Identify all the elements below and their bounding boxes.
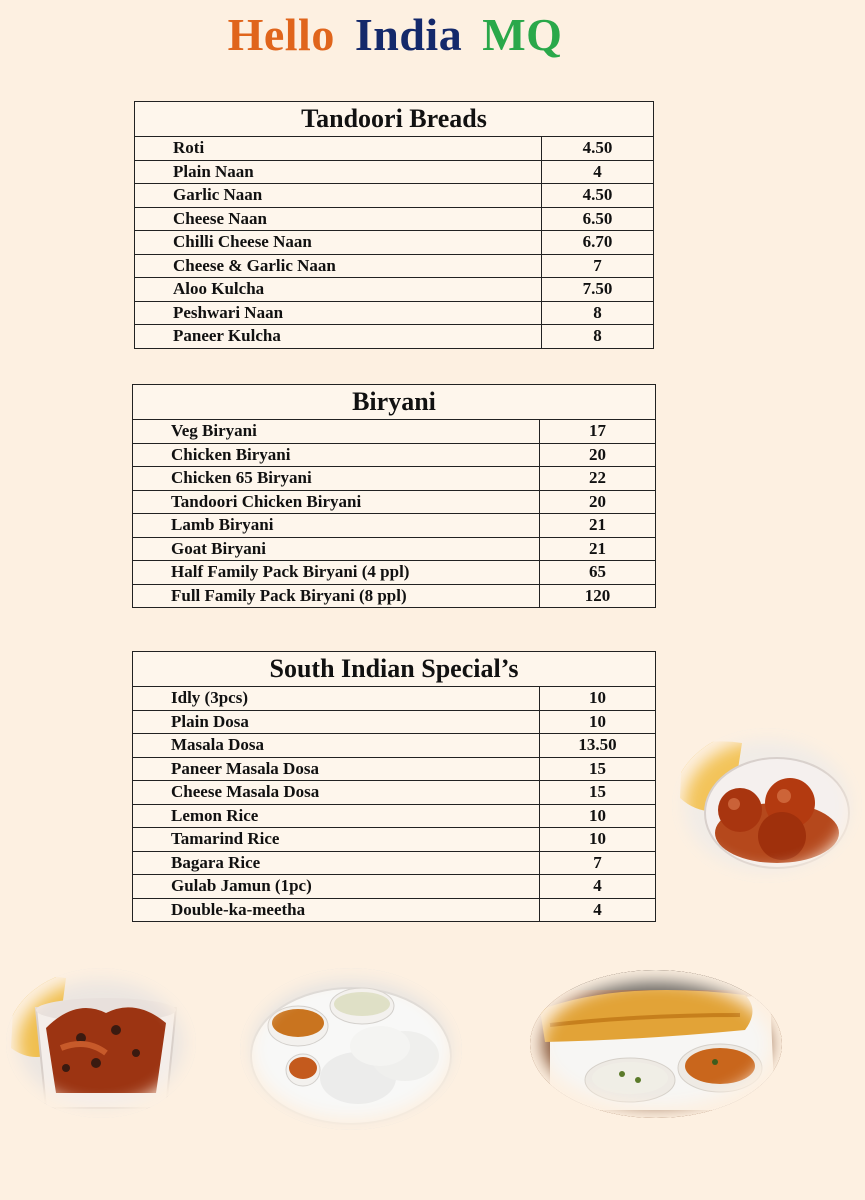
item-name: Bagara Rice: [133, 851, 540, 875]
menu-row: [133, 420, 656, 444]
item-price: 15: [540, 757, 656, 781]
title-word-india: India: [354, 9, 463, 60]
item-name: Garlic Naan: [135, 184, 542, 208]
menu-row: [133, 734, 656, 758]
menu-row: [133, 537, 656, 561]
item-name: Veg Biryani: [133, 420, 540, 444]
item-name: Lamb Biryani: [133, 514, 540, 538]
menu-row: [135, 137, 654, 161]
item-name: Half Family Pack Biryani (4 ppl): [133, 561, 540, 585]
item-price: 4: [542, 160, 654, 184]
menu-row: [135, 231, 654, 255]
menu-row: [135, 254, 654, 278]
menu-table-south-indian-specials: [132, 651, 656, 922]
menu-row: [135, 301, 654, 325]
menu-row: [133, 828, 656, 852]
menu-row: [133, 710, 656, 734]
item-name: Full Family Pack Biryani (8 ppl): [133, 584, 540, 608]
item-name: Cheese Naan: [135, 207, 542, 231]
item-name: Tamarind Rice: [133, 828, 540, 852]
dosa-plate-photo: [530, 970, 782, 1118]
item-name: Lemon Rice: [133, 804, 540, 828]
menu-row: [133, 687, 656, 711]
title-word-mq: MQ: [482, 9, 563, 60]
item-name: Plain Naan: [135, 160, 542, 184]
menu-row: [133, 561, 656, 585]
menu-row: [135, 184, 654, 208]
item-price: 15: [540, 781, 656, 805]
item-price: 7: [540, 851, 656, 875]
item-price: 10: [540, 710, 656, 734]
menu-table-biryani: [132, 384, 656, 608]
item-price: 7: [542, 254, 654, 278]
menu-row: [133, 443, 656, 467]
item-price: 65: [540, 561, 656, 585]
section-title: Biryani: [133, 385, 656, 420]
menu-row: [133, 851, 656, 875]
item-name: Goat Biryani: [133, 537, 540, 561]
item-name: Double-ka-meetha: [133, 898, 540, 922]
item-price: 6.70: [542, 231, 654, 255]
gulab-jamun-photo: [672, 728, 862, 883]
item-price: 8: [542, 325, 654, 349]
item-name: Masala Dosa: [133, 734, 540, 758]
menu-row: [135, 160, 654, 184]
item-name: Aloo Kulcha: [135, 278, 542, 302]
menu-row: [133, 875, 656, 899]
item-price: 7.50: [542, 278, 654, 302]
item-name: Gulab Jamun (1pc): [133, 875, 540, 899]
item-price: 22: [540, 467, 656, 491]
menu-row: [133, 781, 656, 805]
item-price: 20: [540, 443, 656, 467]
item-name: Peshwari Naan: [135, 301, 542, 325]
menu-row: [133, 490, 656, 514]
menu-row: [133, 757, 656, 781]
item-price: 10: [540, 687, 656, 711]
item-name: Idly (3pcs): [133, 687, 540, 711]
item-price: 4: [540, 898, 656, 922]
menu-row: [135, 207, 654, 231]
item-price: 6.50: [542, 207, 654, 231]
idly-plate-photo: [240, 968, 462, 1130]
item-price: 120: [540, 584, 656, 608]
item-price: 4.50: [542, 137, 654, 161]
section-title: South Indian Special’s: [133, 652, 656, 687]
item-name: Paneer Masala Dosa: [133, 757, 540, 781]
item-price: 20: [540, 490, 656, 514]
item-name: Chilli Cheese Naan: [135, 231, 542, 255]
item-price: 17: [540, 420, 656, 444]
item-name: Cheese Masala Dosa: [133, 781, 540, 805]
menu-row: [135, 325, 654, 349]
page-title: [0, 8, 790, 61]
menu-row: [133, 898, 656, 922]
item-price: 21: [540, 537, 656, 561]
title-word-hello: Hello: [227, 9, 335, 60]
item-name: Roti: [135, 137, 542, 161]
menu-row: [133, 467, 656, 491]
item-price: 4.50: [542, 184, 654, 208]
section-title: Tandoori Breads: [135, 102, 654, 137]
item-name: Chicken 65 Biryani: [133, 467, 540, 491]
item-price: 13.50: [540, 734, 656, 758]
item-price: 10: [540, 804, 656, 828]
item-price: 10: [540, 828, 656, 852]
double-ka-meetha-photo: [6, 968, 196, 1118]
menu-table-tandoori-breads: [134, 101, 654, 349]
item-name: Chicken Biryani: [133, 443, 540, 467]
item-name: Cheese & Garlic Naan: [135, 254, 542, 278]
item-price: 4: [540, 875, 656, 899]
item-price: 21: [540, 514, 656, 538]
item-name: Tandoori Chicken Biryani: [133, 490, 540, 514]
menu-row: [133, 514, 656, 538]
menu-row: [133, 804, 656, 828]
item-name: Plain Dosa: [133, 710, 540, 734]
menu-row: [133, 584, 656, 608]
menu-row: [135, 278, 654, 302]
item-price: 8: [542, 301, 654, 325]
item-name: Paneer Kulcha: [135, 325, 542, 349]
